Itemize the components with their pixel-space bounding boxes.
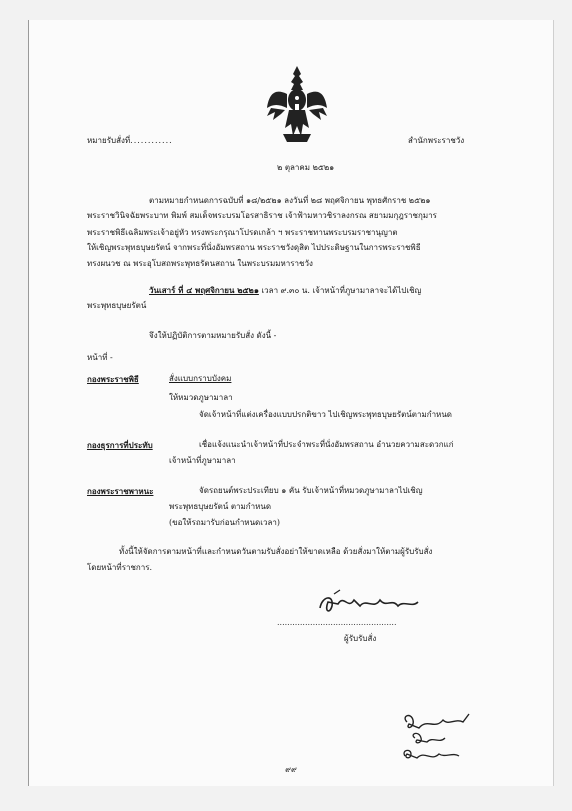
signature-line: ...............................................	[277, 618, 397, 627]
closing-line-2: โดยหน้าที่ราชการ.	[87, 563, 153, 572]
instruction-line: จึงให้ปฏิบัติการตามหมายรับสั่ง ดังนี้ -	[149, 331, 277, 340]
body-line-5: ทรงผนวช ณ พระอุโบสถพระพุทธรัตนสถาน ในพระบรมมหาราชวัง	[87, 259, 313, 268]
body-line-7: พระพุทธบุษยรัตน์	[87, 301, 147, 310]
page-number: ๙๙	[285, 765, 297, 774]
signatory-role: ผู้รับรับสั่ง	[344, 634, 377, 643]
section-1-line-a: ให้หมวดภูษามาลา	[169, 393, 233, 402]
section-1-label: กองพระราชพิธี	[87, 374, 139, 384]
handwritten-initials	[397, 708, 477, 768]
body-line-2: พระราชวินิจฉัยพระบาท พิมพ์ สมเด็จพระบรมโอรสาธิราช เจ้าฟ้ามหาวชิราลงกรณ สยามมกุฎราชกุมาร	[87, 211, 437, 220]
event-date-line: วันเสาร์ ที่ ๔ พฤศจิกายน ๒๕๒๑ เวลา ๙.๓๐ น. เจ้าหน้าที่ภูษามาลาจะได้ไปเชิญ	[149, 285, 422, 295]
section-3-label: กองพระราชพาหนะ	[87, 486, 154, 496]
garuda-emblem-icon	[265, 64, 329, 146]
document-page	[28, 20, 554, 786]
section-2-label: กองธุรการที่ประทับ	[87, 440, 153, 450]
event-date: วันเสาร์ ที่ ๔ พฤศจิกายน ๒๕๒๑	[149, 285, 259, 295]
document-date: ๒ ตุลาคม ๒๕๒๑	[277, 163, 335, 172]
section-3-line-c: (ขอให้รถมารับก่อนกำหนดเวลา)	[169, 518, 280, 527]
body-line-1: ตามหมายกำหนดการฉบับที่ ๑๘/๒๕๒๑ ลงวันที่ ๒๘ พฤศจิกายน พุทธศักราช ๒๕๒๑	[149, 196, 431, 205]
section-3-line-b: พระพุทธบุษยรัตน์ ตามกำหนด	[169, 502, 272, 511]
body-line-4: ให้เชิญพระพุทธบุษยรัตน์ จากพระที่นั่งอัมพรสถาน พระราชวังดุสิต ไปประดิษฐานในการพระราชพิธี	[87, 243, 421, 252]
section-1-title: สั่งแบบกราบบังคม	[169, 374, 232, 383]
section-2-line-b: เจ้าหน้าที่ภูษามาลา	[169, 456, 236, 465]
order-number-label: หมายรับสั่งที่............	[87, 136, 173, 145]
closing-line-1: ทั้งนี้ให้จัดการตามหน้าที่และกำหนดวันตามรับสั่งอย่าให้ขาดเหลือ ด้วยสั่งมาให้ตามผู้รับรับสั่ง	[119, 547, 433, 556]
section-1-line-b: จัดเจ้าหน้าที่แต่งเครื่องแบบปรกติขาว ไปเชิญพระพุทธบุษยรัตน์ตามกำหนด	[199, 410, 452, 419]
section-2-line-a: เชื่อแจ้งแนะนำเจ้าหน้าที่ประจำพระที่นั่งอัมพรสถาน อำนวยความสะดวกแก่	[199, 440, 454, 449]
office-name: สำนักพระราชวัง	[408, 136, 465, 145]
body-line-3: พระราชพิธีเฉลิมพระเจ้าอยู่หัว ทรงพระกรุณาโปรดเกล้า ฯ พระราชทานพระบรมราชานุญาต	[87, 228, 398, 237]
handwritten-signature	[314, 586, 424, 620]
duty-label: หน้าที่ -	[87, 353, 113, 362]
section-3-line-a: จัดรถยนต์พระประเทียบ ๑ คัน รับเจ้าหน้าที่หมวดภูษามาลาไปเชิญ	[199, 486, 423, 495]
